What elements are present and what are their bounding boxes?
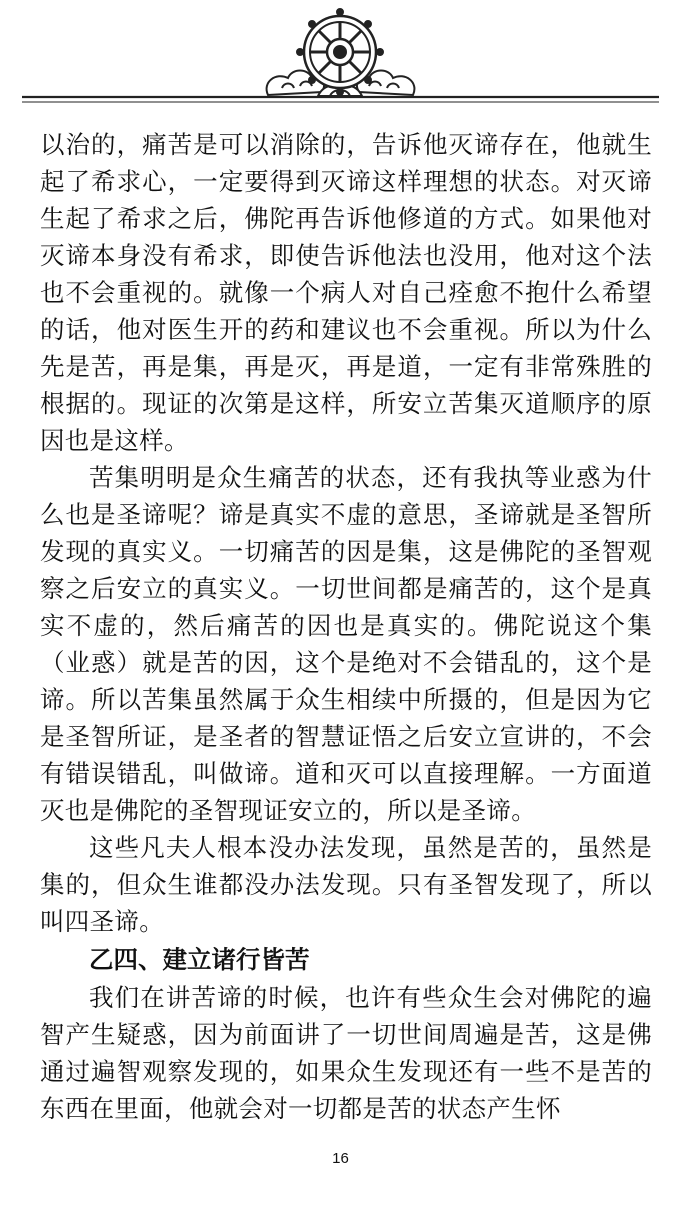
dharma-wheel-ornament xyxy=(0,0,681,110)
wheel-icon xyxy=(297,9,383,95)
page-body xyxy=(40,126,652,1127)
body-paragraph: 我们在讲苦谛的时候，也许有些众生会对佛陀的遍智产生疑惑，因为前面讲了一切世间周遍是苦，这是佛通过遍智观察发现的，如果众生发现还有一些不是苦的东西在里面，他就会对一切都是苦的状态产生怀 xyxy=(40,983,652,1123)
section-heading: 乙四、建立诸行皆苦 xyxy=(89,945,310,974)
header-rule xyxy=(22,97,659,102)
page-number: 16 xyxy=(332,1150,349,1167)
body-paragraph: 这些凡夫人根本没办法发现，虽然是苦的，虽然是集的，但众生谁都没办法发现。只有圣智发现了，所以叫四圣谛。 xyxy=(40,833,652,936)
body-paragraph: 以治的，痛苦是可以消除的，告诉他灭谛存在，他就生起了希求心，一定要得到灭谛这样理想的状态。对灭谛生起了希求之后，佛陀再告诉他修道的方式。如果他对灭谛本身没有希求，即使告诉他法也没用，他对这个法也不会重视的。就像一个病人对自己痊愈不抱什么希望的话，他对医生开的药和建议也不会重视。所以为什么先是苦，再是集，再是灭，再是道，一定有非常殊胜的根据的。现证的次第是这样，所安立苦集灭道顺序的原因也是这样。 xyxy=(40,130,652,455)
body-paragraph: 苦集明明是众生痛苦的状态，还有我执等业惑为什么也是圣谛呢？谛是真实不虚的意思，圣谛就是圣智所发现的真实义。一切痛苦的因是集，这是佛陀的圣智观察之后安立的真实义。一切世间都是痛苦的，这个是真实不虚的，然后痛苦的因也是真实的。佛陀说这个集（业惑）就是苦的因，这个是绝对不会错乱的，这个是谛。所以苦集虽然属于众生相续中所摄的，但是因为它是圣智所证，是圣者的智慧证悟之后安立宣讲的，不会有错误错乱，叫做谛。道和灭可以直接理解。一方面道灭也是佛陀的圣智现证安立的，所以是圣谛。 xyxy=(40,463,652,825)
